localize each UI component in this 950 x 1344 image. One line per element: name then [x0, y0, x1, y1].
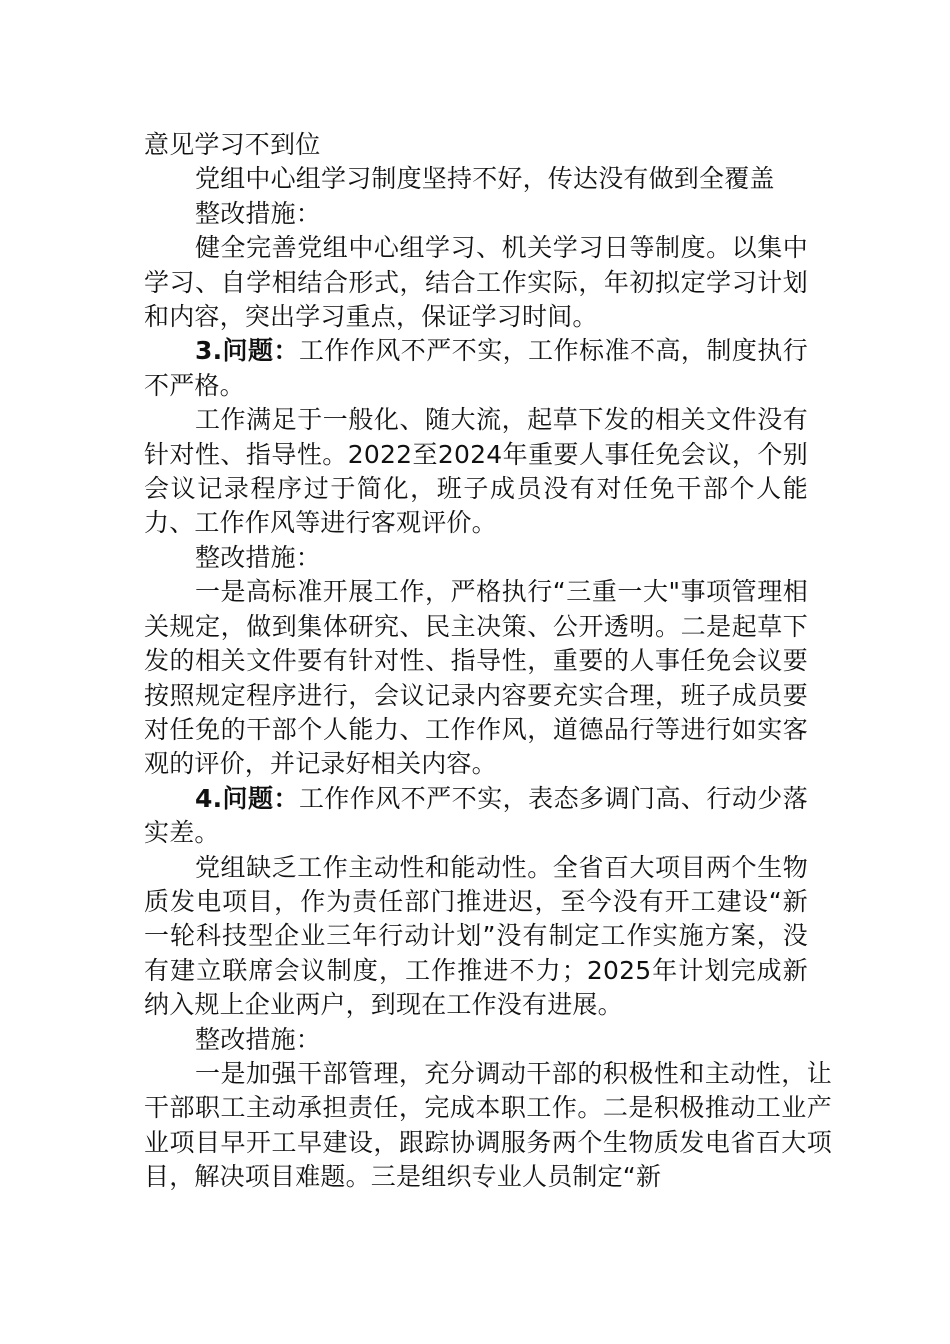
- paragraph-problem-3: [144, 334, 808, 403]
- paragraph-rectification-measures: 一是高标准开展工作，严格执行“三重一大"事项管理相关规定，做到集体研究、民主决策、公开透明。二是起草下发的相关文件要有针对性、指导性，重要的人事任免会议要按照规定程序进行，会议记录内容要充实合理，班子成员要对任免的干部个人能力、工作作风，道德品行等进行如实客观的评价，并记录好相关内容。: [144, 577, 808, 779]
- paragraph-heading-fragment: 意见学习不到位: [144, 130, 321, 159]
- problem-4-text: 工作作风不严不实，表态多调门高、行动少落实差。: [144, 783, 808, 848]
- document-page: [144, 128, 832, 1195]
- paragraph-problem-description: 党组中心组学习制度坚持不好，传达没有做到全覆盖: [195, 164, 775, 194]
- paragraph-problem-4: [144, 782, 808, 851]
- paragraph-problem-4-description: 党组缺乏工作主动性和能动性。全省百大项目两个生物质发电项目，作为责任部门推进迟，至今没有开工建设“新一轮科技型企业三年行动计划”没有制定工作实施方案，没有建立联席会议制度，工作推进不力；2025年计划完成新纳入规上企业两户，到现在工作没有进展。: [144, 852, 808, 1020]
- paragraph-rectification-measures: 一是加强干部管理，充分调动干部的积极性和主动性，让干部职工主动承担责任，完成本职工作。二是积极推动工业产业项目早开工早建设，跟踪协调服务两个生物质发电省百大项目，解决项目难题。三是组织专业人员制定“新: [144, 1058, 832, 1192]
- paragraph-rectification-label: 整改措施：: [195, 542, 322, 572]
- paragraph-problem-3-description: 工作满足于一般化、随大流，起草下发的相关文件没有针对性、指导性。2022至2024年重要人事任免会议，个别会议记录程序过于简化，班子成员没有对任免干部个人能力、工作作风等进行客观评价。: [144, 405, 808, 538]
- problem-3-label: 3.问题：: [195, 336, 299, 366]
- problem-4-label: 4.问题：: [195, 783, 299, 813]
- paragraph-rectification-measures: 健全完善党组中心组学习、机关学习日等制度。以集中学习、自学相结合形式，结合工作实际，年初拟定学习计划和内容，突出学习重点，保证学习时间。: [144, 233, 808, 332]
- problem-3-text: 工作作风不严不实，工作标准不高，制度执行不严格。: [144, 336, 808, 400]
- paragraph-rectification-label: 整改措施：: [195, 198, 322, 228]
- paragraph-rectification-label: 整改措施：: [195, 1024, 322, 1054]
